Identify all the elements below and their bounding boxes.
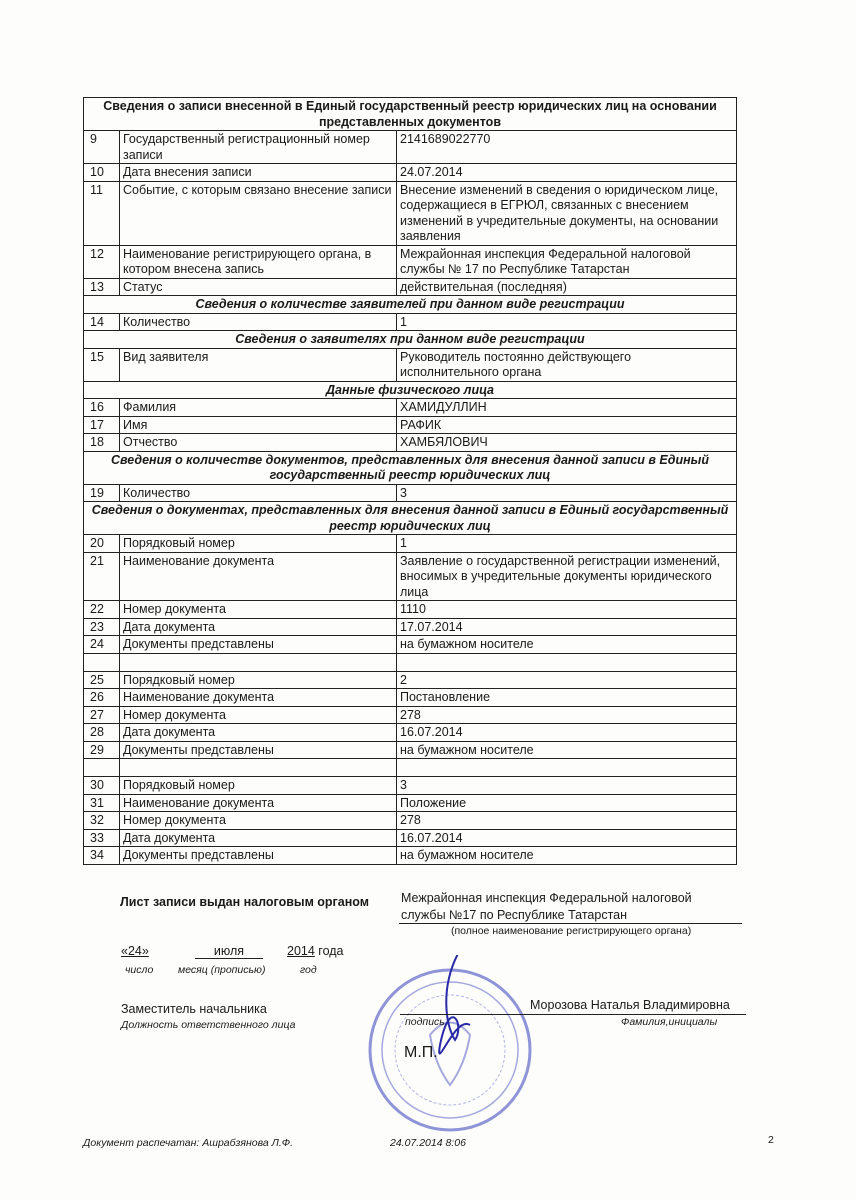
row-number: 26 xyxy=(84,689,120,707)
row-label: Фамилия xyxy=(120,399,397,417)
table-row xyxy=(84,706,737,724)
table-row xyxy=(84,131,737,164)
blank-row xyxy=(84,759,737,777)
row-label: Порядковый номер xyxy=(120,535,397,553)
section-row xyxy=(84,331,737,349)
row-label: Дата внесения записи xyxy=(120,164,397,182)
printed-at: 24.07.2014 8:06 xyxy=(390,1137,466,1149)
stamp-mark: М.П. xyxy=(404,1044,438,1061)
row-label: Наименование документа xyxy=(120,552,397,601)
table-row xyxy=(84,847,737,865)
row-number: 29 xyxy=(84,741,120,759)
blank-cell xyxy=(84,653,120,671)
row-number: 32 xyxy=(84,812,120,830)
row-label: Номер документа xyxy=(120,706,397,724)
row-number: 12 xyxy=(84,245,120,278)
section-title: Сведения о количестве документов, представленных для внесения данной записи в Единый государственный реестр юридических лиц xyxy=(84,451,737,484)
row-value: РАФИК xyxy=(397,416,737,434)
row-number: 13 xyxy=(84,278,120,296)
row-label: Количество xyxy=(120,484,397,502)
row-value: 2 xyxy=(397,671,737,689)
row-label: Номер документа xyxy=(120,601,397,619)
table-row xyxy=(84,601,737,619)
row-number: 18 xyxy=(84,434,120,452)
position-caption: Должность ответственного лица xyxy=(121,1019,296,1031)
row-value: 278 xyxy=(397,706,737,724)
table-row xyxy=(84,278,737,296)
row-label: Порядковый номер xyxy=(120,777,397,795)
row-value: ХАМИДУЛЛИН xyxy=(397,399,737,417)
section-row xyxy=(84,296,737,314)
registry-record-table xyxy=(83,97,737,865)
blank-cell xyxy=(397,759,737,777)
row-value: ХАМБЯЛОВИЧ xyxy=(397,434,737,452)
year-caption: год xyxy=(300,964,317,976)
table-row xyxy=(84,552,737,601)
row-number: 20 xyxy=(84,535,120,553)
table-row xyxy=(84,313,737,331)
row-value: 16.07.2014 xyxy=(397,829,737,847)
row-label: Наименование регистрирующего органа, в котором внесена запись xyxy=(120,245,397,278)
row-value: 1 xyxy=(397,313,737,331)
section-row xyxy=(84,451,737,484)
date-month: июля xyxy=(195,944,263,959)
printed-by: Документ распечатан: Ашрабзянова Л.Ф. xyxy=(83,1137,294,1149)
row-value: 1 xyxy=(397,535,737,553)
row-label: Документы представлены xyxy=(120,636,397,654)
table-row xyxy=(84,245,737,278)
table-row xyxy=(84,724,737,742)
row-number: 11 xyxy=(84,181,120,245)
row-label: Документы представлены xyxy=(120,847,397,865)
table-row xyxy=(84,484,737,502)
row-label: Количество xyxy=(120,313,397,331)
row-value: Заявление о государственной регистрации изменений, вносимых в учредительные документы юридического лица xyxy=(397,552,737,601)
section-row xyxy=(84,381,737,399)
row-number: 27 xyxy=(84,706,120,724)
row-label: Дата документа xyxy=(120,724,397,742)
section-title: Сведения о количестве заявителей при данном виде регистрации xyxy=(84,296,737,314)
row-value: действительная (последняя) xyxy=(397,278,737,296)
table-row xyxy=(84,741,737,759)
row-number: 15 xyxy=(84,348,120,381)
row-label: Отчество xyxy=(120,434,397,452)
table-row xyxy=(84,434,737,452)
issuer-caption: (полное наименование регистрирующего органа) xyxy=(451,925,692,937)
date-day: «24» xyxy=(121,944,149,958)
row-number: 28 xyxy=(84,724,120,742)
issued-label: Лист записи выдан налоговым органом xyxy=(120,895,369,909)
row-label: Наименование документа xyxy=(120,794,397,812)
day-caption: число xyxy=(125,964,154,976)
section-title: Данные физического лица xyxy=(84,381,737,399)
blank-cell xyxy=(120,759,397,777)
row-value: Руководитель постоянно действующего исполнительного органа xyxy=(397,348,737,381)
table-row xyxy=(84,164,737,182)
row-label: Государственный регистрационный номер записи xyxy=(120,131,397,164)
blank-row xyxy=(84,653,737,671)
table-row xyxy=(84,618,737,636)
row-value: на бумажном носителе xyxy=(397,741,737,759)
row-number: 9 xyxy=(84,131,120,164)
row-value: на бумажном носителе xyxy=(397,847,737,865)
table-row xyxy=(84,416,737,434)
official-seal xyxy=(360,955,540,1135)
table-row xyxy=(84,812,737,830)
row-value: Внесение изменений в сведения о юридическом лице, содержащиеся в ЕГРЮЛ, связанных с внесением изменений в учредительные документы, на основании заявления xyxy=(397,181,737,245)
signer-caption: Фамилия,инициалы xyxy=(621,1016,718,1028)
table-row xyxy=(84,399,737,417)
row-number: 14 xyxy=(84,313,120,331)
row-value: 1110 xyxy=(397,601,737,619)
row-number: 25 xyxy=(84,671,120,689)
table-row xyxy=(84,535,737,553)
row-number: 19 xyxy=(84,484,120,502)
section-title: Сведения о заявителях при данном виде регистрации xyxy=(84,331,737,349)
table-row xyxy=(84,777,737,795)
blank-cell xyxy=(397,653,737,671)
row-label: Имя xyxy=(120,416,397,434)
month-caption: месяц (прописью) xyxy=(178,964,266,976)
issuer-line2: службы №17 по Республике Татарстан xyxy=(401,908,628,922)
row-value: Постановление xyxy=(397,689,737,707)
row-label: Документы представлены xyxy=(120,741,397,759)
blank-cell xyxy=(120,653,397,671)
blank-cell xyxy=(84,759,120,777)
row-number: 17 xyxy=(84,416,120,434)
row-label: Наименование документа xyxy=(120,689,397,707)
table-row xyxy=(84,348,737,381)
row-number: 23 xyxy=(84,618,120,636)
signature-line xyxy=(400,1014,746,1015)
row-label: Дата документа xyxy=(120,829,397,847)
row-value: 16.07.2014 xyxy=(397,724,737,742)
row-value: 278 xyxy=(397,812,737,830)
row-value: 3 xyxy=(397,484,737,502)
row-value: Межрайонная инспекция Федеральной налоговой службы № 17 по Республике Татарстан xyxy=(397,245,737,278)
row-number: 30 xyxy=(84,777,120,795)
row-label: Дата документа xyxy=(120,618,397,636)
row-number: 21 xyxy=(84,552,120,601)
section-title: Сведения о документах, представленных для внесения данной записи в Единый государственный реестр юридических лиц xyxy=(84,502,737,535)
row-label: Вид заявителя xyxy=(120,348,397,381)
row-value: на бумажном носителе xyxy=(397,636,737,654)
row-label: Номер документа xyxy=(120,812,397,830)
issuer-line1: Межрайонная инспекция Федеральной налоговой xyxy=(401,891,692,905)
row-value: Положение xyxy=(397,794,737,812)
row-number: 10 xyxy=(84,164,120,182)
row-number: 33 xyxy=(84,829,120,847)
date-year-suffix: года xyxy=(318,944,344,958)
table-row xyxy=(84,181,737,245)
row-value: 24.07.2014 xyxy=(397,164,737,182)
signer-name: Морозова Наталья Владимировна xyxy=(530,998,730,1012)
table-row xyxy=(84,636,737,654)
row-number: 31 xyxy=(84,794,120,812)
row-value: 2141689022770 xyxy=(397,131,737,164)
position: Заместитель начальника xyxy=(121,1002,267,1016)
row-number: 16 xyxy=(84,399,120,417)
row-number: 34 xyxy=(84,847,120,865)
row-number: 22 xyxy=(84,601,120,619)
row-value: 3 xyxy=(397,777,737,795)
row-value: 17.07.2014 xyxy=(397,618,737,636)
row-label: Статус xyxy=(120,278,397,296)
table-row xyxy=(84,671,737,689)
date-year: 2014 xyxy=(287,944,315,958)
section-row xyxy=(84,502,737,535)
row-label: Порядковый номер xyxy=(120,671,397,689)
row-number: 24 xyxy=(84,636,120,654)
table-header: Сведения о записи внесенной в Единый государственный реестр юридических лиц на основании представленных документов xyxy=(84,98,737,131)
table-row xyxy=(84,689,737,707)
page-number: 2 xyxy=(768,1134,774,1146)
table-row xyxy=(84,794,737,812)
row-label: Событие, с которым связано внесение записи xyxy=(120,181,397,245)
table-row xyxy=(84,829,737,847)
issuer-underline xyxy=(399,923,742,924)
signature-caption: подпись xyxy=(405,1016,445,1028)
